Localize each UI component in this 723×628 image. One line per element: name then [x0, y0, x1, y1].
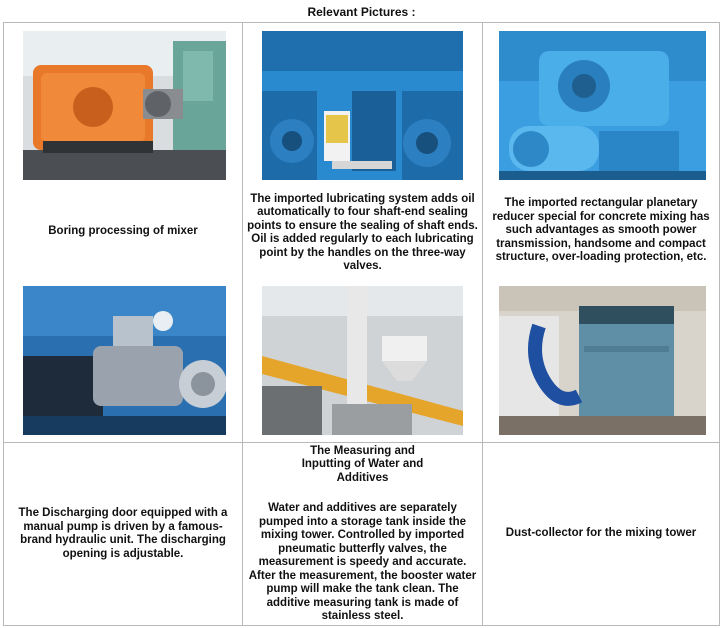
photo-mixer-boring	[23, 31, 226, 180]
caption-planetary-reducer	[483, 190, 719, 272]
photo-dust-collector	[499, 286, 706, 435]
page-title: Relevant Pictures :	[307, 5, 416, 19]
caption-text: The imported lubricating system adds oil automatically to four shaft-end sealing points to ensure the sealing of shaft ends. Oil is added regularly to each lubricating point by the handles on the three-way valves.	[247, 192, 478, 272]
measuring-text-block	[247, 445, 478, 624]
caption-text: The imported rectangular planetary reducer special for concrete mixing has such advantages as smooth power transmission, handsome and compact structure, over-loading protection, etc.	[492, 197, 710, 264]
table-border	[3, 625, 720, 626]
photo-water-additive-measuring	[262, 286, 463, 435]
caption-lubricating-system	[243, 185, 482, 281]
photo-planetary-reducer	[499, 31, 706, 180]
caption-water-additive-measuring	[243, 443, 482, 625]
section-heading: The Measuring and Inputting of Water and Additives	[301, 444, 424, 484]
caption-text: Dust-collector for the mixing tower	[505, 527, 697, 540]
caption-dust-collector	[483, 443, 719, 625]
caption-text: The Discharging door equipped with a manual pump is driven by a famous-brand hydraulic unit. The discharging opening is adjustable.	[18, 507, 228, 560]
caption-text: Boring processing of mixer	[48, 225, 198, 238]
table-border	[3, 22, 720, 23]
caption-text: Water and additives are separately pumped into a storage tank inside the mixing tower. Controlled by imported pneumatic butterfly valves, the measurement is speedy and accurate. After the measurement, the booster water pump will make the tank clean. The additive measuring tank is made of stainless steel.	[248, 502, 477, 622]
table-border	[719, 22, 720, 626]
pictures-table	[3, 22, 720, 626]
caption-hydraulic-unit	[4, 443, 242, 625]
caption-mixer-boring	[4, 187, 242, 277]
photo-lubricating-system	[262, 31, 463, 180]
photo-hydraulic-unit	[23, 286, 226, 435]
